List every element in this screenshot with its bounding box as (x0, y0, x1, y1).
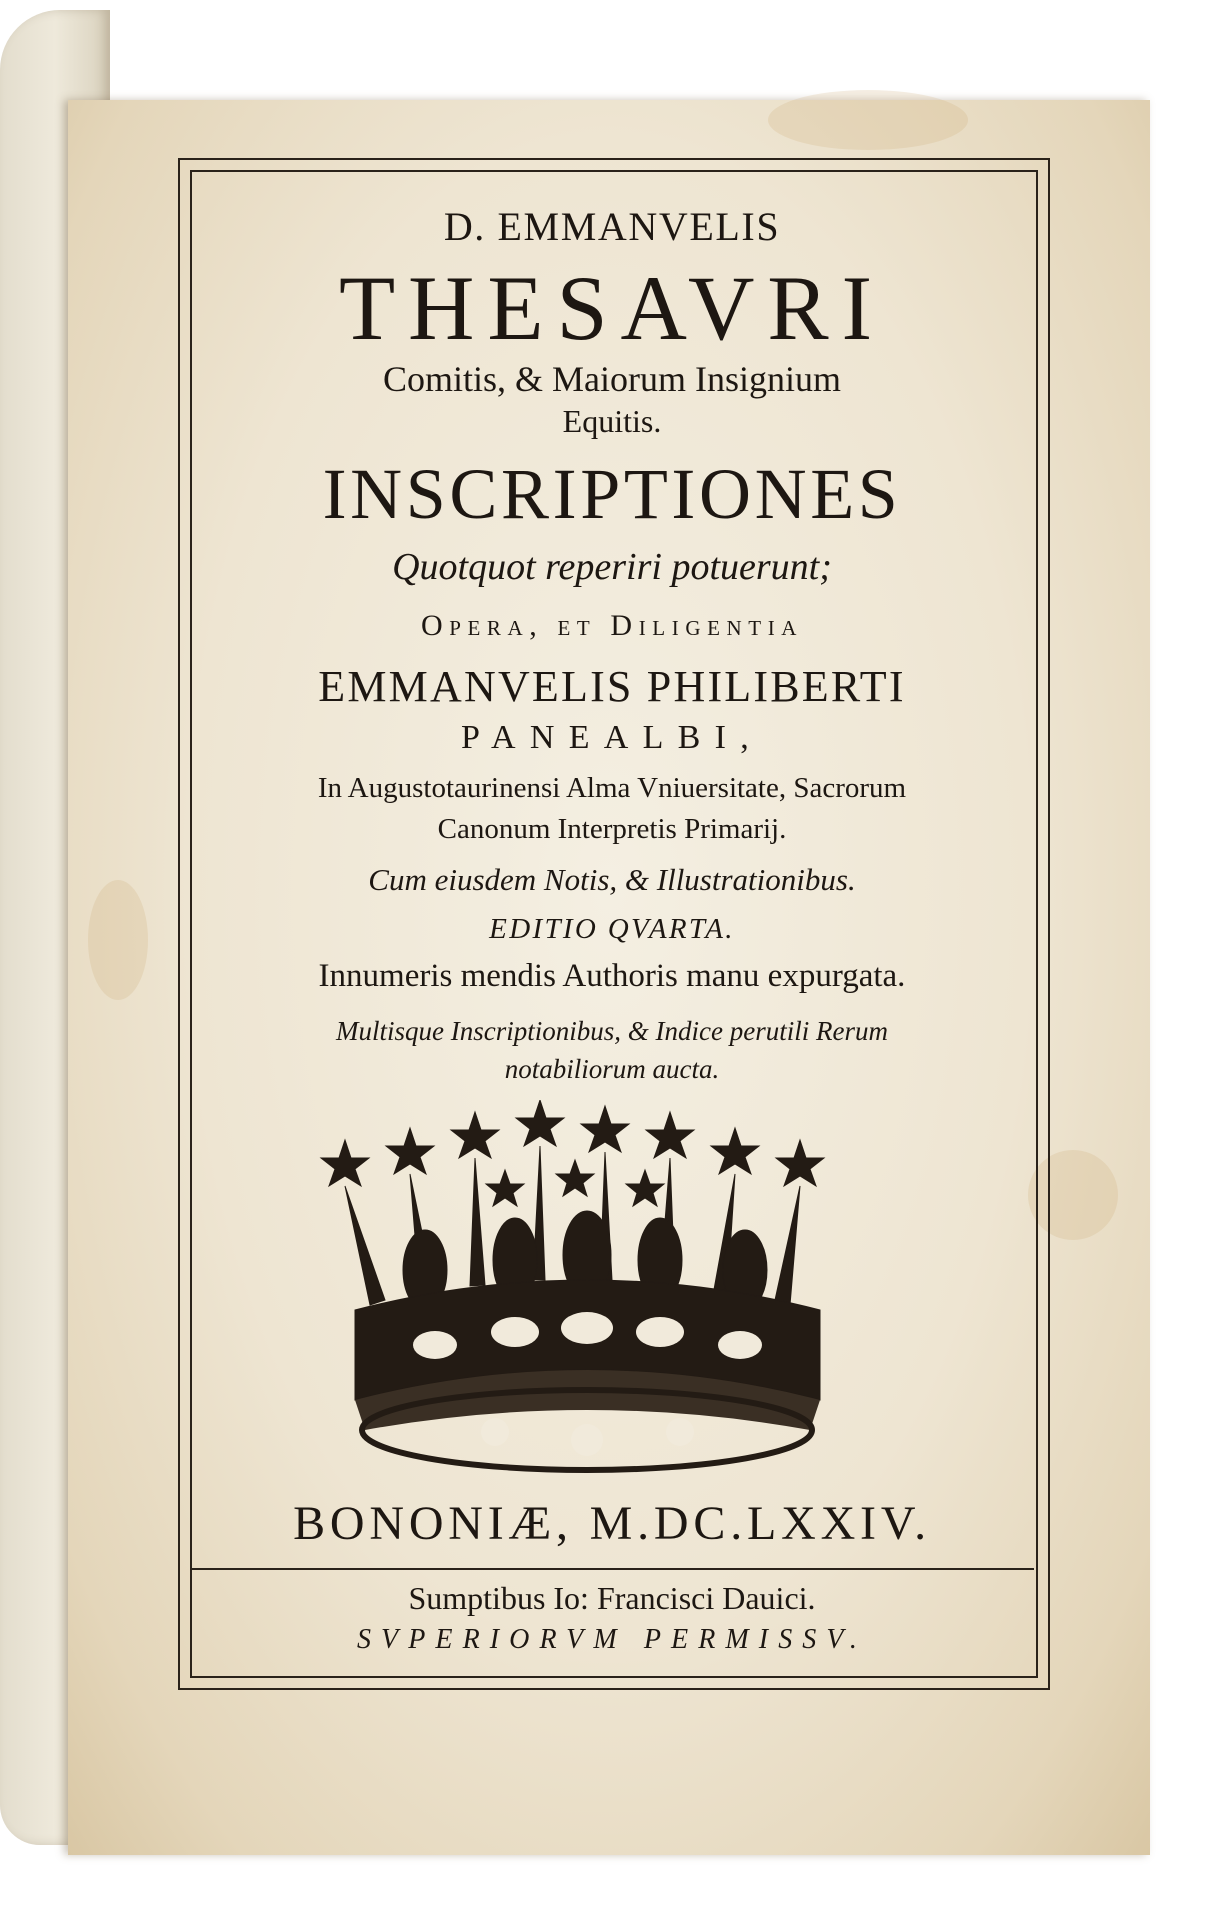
work-subtitle: Quotquot reperiri potuerunt; (392, 546, 832, 588)
opera-diligentia-line: Opera, et Diligentia (420, 609, 804, 642)
work-title: INSCRIPTIONES (322, 454, 902, 534)
imprint-rule (190, 1568, 1034, 1570)
crown-icon (315, 1100, 860, 1480)
notes-line: Cum eiusdem Notis, & Illustrationibus. (368, 862, 856, 897)
author-prefix: D. EMMANVELIS (443, 204, 781, 249)
edition-statement: EDITIO QVARTA. (489, 913, 735, 945)
editor-name: EMMANVELIS PHILIBERTI (318, 662, 906, 711)
author-titles-line-2: Equitis. (562, 403, 662, 439)
additions-line-2: notabiliorum aucta. (504, 1054, 720, 1084)
editor-role-line-2: Canonum Interpretis Primarij. (437, 813, 787, 845)
publisher-line: Sumptibus Io: Francisci Dauici. (408, 1580, 816, 1616)
additions-line-1: Multisque Inscriptionibus, & Indice perutili Rerum (336, 1016, 888, 1046)
author-surname: THESAVRI (338, 257, 886, 359)
place-and-date: BONONIÆ, M.DC.LXXIV. (293, 1497, 931, 1550)
author-titles-line-1: Comitis, & Maiorum Insignium (382, 359, 841, 399)
editor-surname: PANEALBI, (460, 719, 763, 756)
corrections-line: Innumeris mendis Authoris manu expurgata. (318, 958, 906, 994)
editor-role-line-1: In Augustotaurinensi Alma Vniuersitate, Sacrorum (317, 772, 907, 804)
permission-line: SVPERIORVM PERMISSV. (356, 1624, 868, 1655)
